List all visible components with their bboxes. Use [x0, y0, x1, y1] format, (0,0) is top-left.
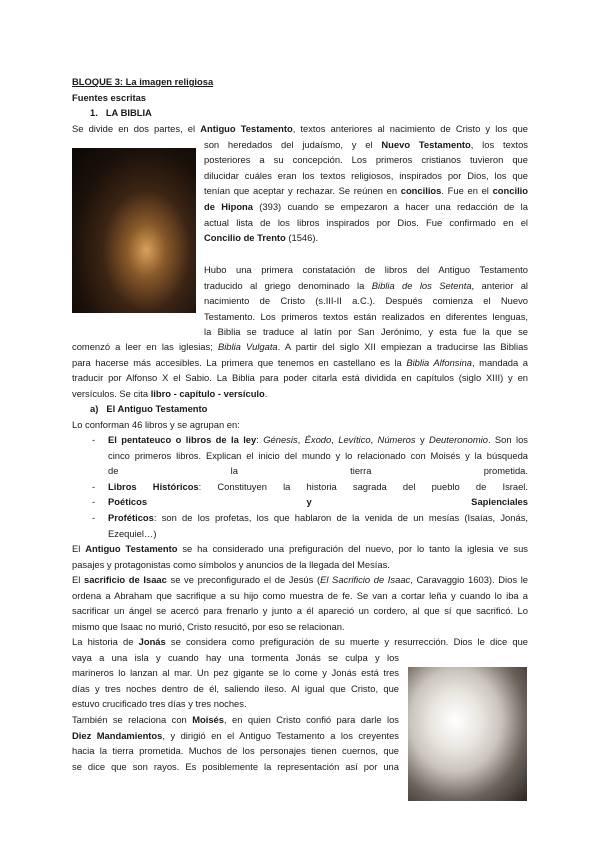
painting-image	[72, 148, 196, 313]
paragraph-line: para hacerse más accesibles. La primera que tenemos en castellano es la Biblia Alfonsina, mandada a	[72, 356, 528, 368]
subsection-heading: a) El Antiguo Testamento	[90, 403, 208, 414]
paragraph-line: vaya a una isla y cuando hay una tormenta Jonás se culpa y los	[72, 651, 399, 663]
paragraph-line: sacrificar un ángel se acercó para frenarlo y junto a él apareció un cordero, al que sí que sacrificó. Lo	[72, 605, 528, 617]
paragraph-line: posteriores a su concepción. Los primeros cristianos tuvieron que	[204, 154, 528, 166]
paragraph-line: mismo que Isaac no murió, Cristo resucitó, por eso se relacionan.	[72, 620, 345, 632]
paragraph-line: la Biblia se traduce al latín por San Jerónimo, y esta fue la que se	[204, 326, 528, 338]
block-title: BLOQUE 3: La imagen religiosa	[72, 76, 214, 87]
bullet-line: El pentateuco o libros de la ley: Génesis, Éxodo, Levítico, Números y Deuteronomio. Son los	[108, 434, 528, 445]
paragraph-line: Concilio de Trento (1546).	[204, 232, 319, 244]
paragraph-line: El sacrificio de Isaac se ve preconfigurado el de Jesús (El Sacrificio de Isaac, Caravaggio 1603). Dios le	[72, 574, 528, 585]
paragraph-line: dilucidar cuáles eran los textos religiosos, inspirados por Dios, los que	[204, 169, 528, 181]
paragraph-line: marineros lo lanzan al mar. Un pez gigante se lo come y Jonás está tres	[72, 667, 399, 679]
section-heading: 1. LA BIBLIA	[90, 107, 152, 118]
paragraph-line: estuvo crucificado tres días y tres noches.	[72, 698, 247, 710]
paragraph-line: son heredados del judaísmo, y el Nuevo Testamento, los textos	[204, 138, 528, 150]
bullet-line: Poéticos y Sapienciales	[108, 496, 528, 508]
paragraph-line: días y tres noches dentro de él, saliendo ileso. Al igual que Cristo, que	[72, 682, 399, 694]
paragraph-line: hacia la tierra prometida. Muchos de los personajes tienen cuernos, que	[72, 745, 399, 757]
bullet-line: de la tierra prometida.	[108, 465, 528, 477]
sculpture-image	[408, 667, 527, 801]
bullet-line: Ezequiel…)	[108, 527, 157, 539]
paragraph-line: de Hipona (393) cuando se empezaron a hacer una redacción de la	[204, 201, 528, 212]
paragraph-line: traducido al griego denominado la Biblia de los Setenta, anterior al	[204, 279, 528, 291]
paragraph-line: La historia de Jonás se considera como prefiguración de su muerte y resurrección. Dios le dice que	[72, 636, 528, 647]
subtitle: Fuentes escritas	[72, 92, 146, 103]
paragraph-line: pasajes y protagonistas como símbolos y anuncios de la llegada del Mesías.	[72, 558, 390, 570]
paragraph-line: Hubo una primera constatación de libros del Antiguo Testamento	[204, 264, 528, 275]
paragraph-line: tenían que aceptar y rechazar. Se reúnen en concilios. Fue en el concilio	[204, 185, 528, 197]
bullet-marker: -	[92, 496, 96, 508]
bullet-line: Proféticos: son de los profetas, los que hablaron de la venida de un mesías (Isaías, Jonás,	[108, 512, 528, 523]
bullet-line: Libros Históricos: Constituyen la historia sagrada del pueblo de Israel.	[108, 480, 528, 492]
paragraph-line: ordena a Abraham que sacrifique a su hijo como muestra de fe. Se van a cortar leña y cuando lo iba a	[72, 589, 528, 601]
bullet-marker: -	[92, 434, 96, 445]
paragraph-line: Se divide en dos partes, el Antiguo Testamento, textos anteriores al nacimiento de Cristo y los que	[72, 123, 528, 134]
paragraph-line: También se relaciona con Moisés, en quien Cristo confió para darle los	[72, 714, 399, 725]
bullet-marker: -	[92, 512, 96, 523]
paragraph-line: Testamento. Los primeros textos están realizados en diferentes lenguas,	[204, 310, 528, 322]
paragraph-line: actual lista de los libros inspirados por Dios. Fue confirmado en el	[204, 216, 528, 228]
paragraph-line: Diez Mandamientos, y dirigió en el Antiguo Testamento a los creyentes	[72, 729, 399, 741]
paragraph-line: versículos. Se cita libro - capítulo - versículo.	[72, 387, 268, 399]
paragraph-line: Lo conforman 46 libros y se agrupan en:	[72, 419, 240, 430]
paragraph-line: comenzó a leer en las iglesias; Biblia Vulgata. A partir del siglo XII empiezan a traducirse las Biblias	[72, 341, 528, 352]
paragraph-line: traducir por Alfonso X el Sabio. La Biblia para poder citarla está dividida en capítulos (siglo XIII) y en	[72, 372, 528, 384]
bullet-marker: -	[92, 480, 96, 492]
paragraph-line: nacimiento de Cristo (s.III-II a.C.). Después comienza el Nuevo	[204, 295, 528, 307]
paragraph-line: se dice que son rayos. Es posiblemente la representación así por una	[72, 760, 399, 772]
bullet-line: cinco primeros libros. Explican el inicio del mundo y lo relacionado con Moisés y la búsqueda	[108, 449, 528, 461]
paragraph-line: El Antiguo Testamento se ha considerado una prefiguración del nuevo, por lo tanto la iglesia ve sus	[72, 543, 528, 554]
